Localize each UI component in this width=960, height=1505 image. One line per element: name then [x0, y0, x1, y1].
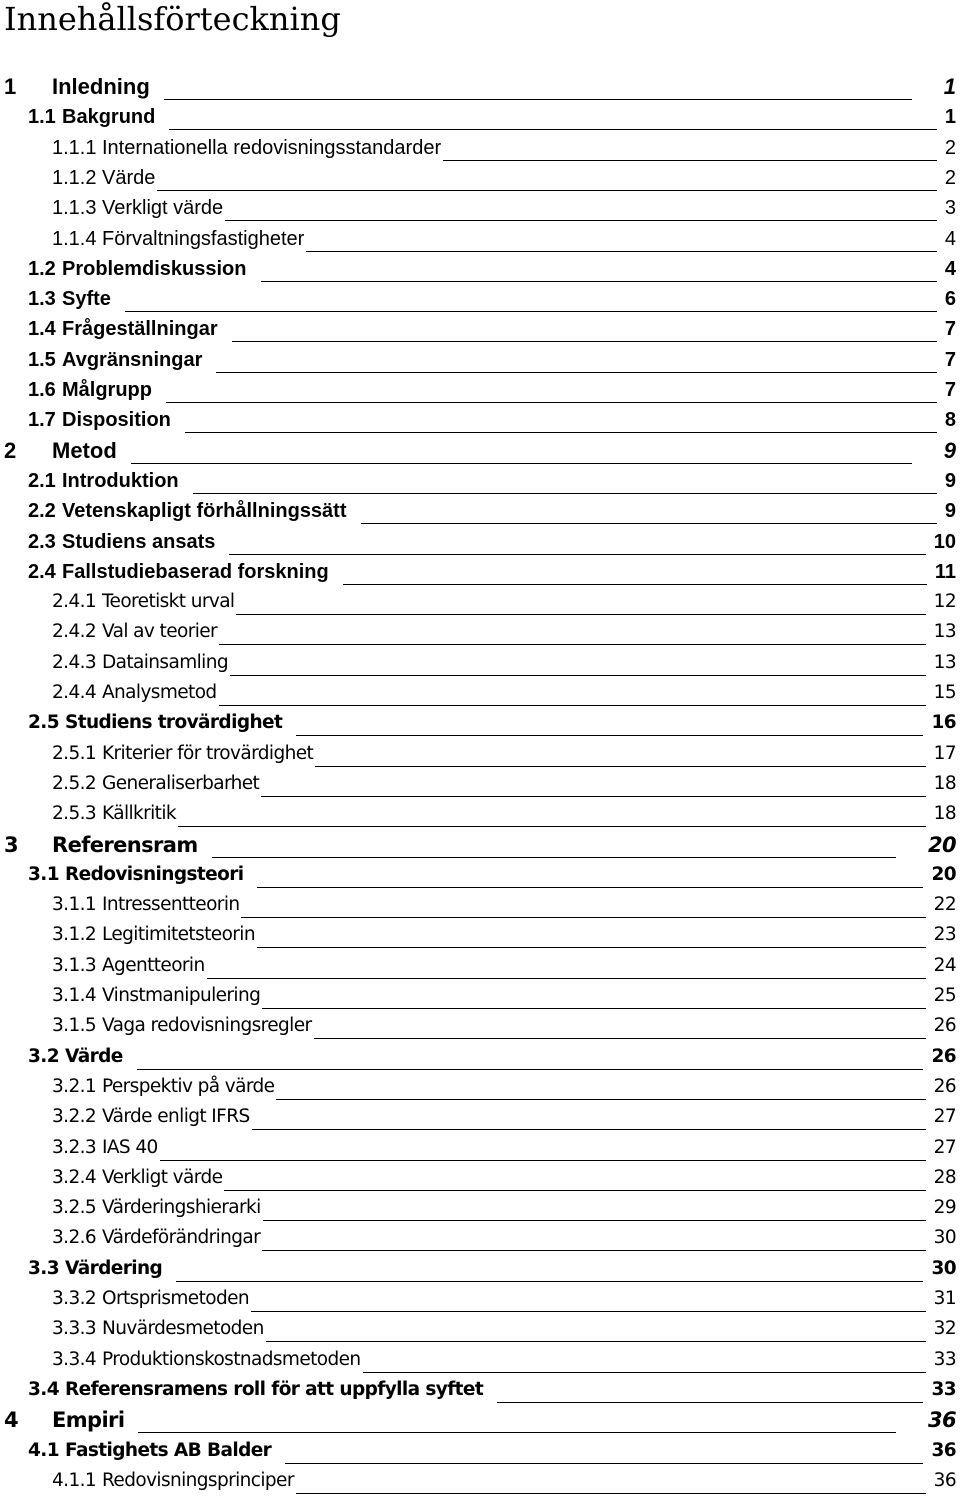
toc-leader-line: [252, 1129, 926, 1130]
toc-entry-number: 1.3: [28, 288, 56, 311]
toc-entry-label: Metod: [52, 437, 117, 463]
toc-entry[interactable]: [0, 982, 960, 1012]
toc-entry-label: Frågeställningar: [62, 318, 218, 341]
toc-entry-number: 2.5.3: [52, 803, 97, 825]
toc-entry-label: Agentteorin: [102, 954, 205, 976]
toc-leader-line: [230, 675, 926, 676]
toc-entry-number: 2.5.1: [52, 742, 97, 764]
toc-entry-number: 2.5.2: [52, 772, 97, 794]
toc-entry[interactable]: [0, 1073, 960, 1103]
toc-entry-label: IAS 40: [102, 1136, 158, 1158]
toc-entry-page: 4: [944, 227, 956, 250]
toc-leader-line: [296, 1493, 926, 1494]
toc-entry[interactable]: [0, 1103, 960, 1133]
toc-entry[interactable]: [0, 103, 960, 133]
toc-entry[interactable]: [0, 1376, 960, 1406]
toc-leader-line: [361, 523, 937, 524]
toc-entry-page: 6: [944, 288, 956, 311]
toc-entry-number: 2.4.3: [52, 651, 97, 673]
toc-entry-label: Perspektiv på värde: [102, 1075, 275, 1097]
toc-entry-page: 32: [933, 1318, 956, 1340]
toc-leader-line: [241, 917, 926, 918]
toc-entry[interactable]: [0, 770, 960, 800]
toc-entry[interactable]: [0, 1255, 960, 1285]
toc-leader-line: [164, 99, 912, 100]
toc-entry-number: 3.1.1: [52, 894, 97, 916]
toc-leader-line: [207, 978, 926, 979]
toc-entry-label: Verkligt värde: [102, 197, 224, 220]
toc-entry-number: 3.2: [28, 1045, 59, 1067]
toc-leader-line: [257, 887, 923, 888]
toc-leader-line: [262, 1008, 926, 1009]
toc-entry-label: Källkritik: [102, 803, 176, 825]
toc-entry[interactable]: [0, 891, 960, 921]
toc-entry-page: 7: [944, 348, 956, 371]
toc-leader-line: [169, 129, 937, 130]
toc-entry-label: Värdering: [65, 1257, 163, 1279]
toc-entry-page: 17: [933, 742, 956, 764]
toc-entry-page: 2: [944, 166, 956, 189]
toc-leader-line: [224, 1190, 926, 1191]
toc-entry-page: 36: [931, 1439, 956, 1461]
toc-entry-number: 3.3.3: [52, 1318, 97, 1340]
toc-entry-number: 1.1.4: [52, 227, 97, 250]
toc-entry-number: 3.1.5: [52, 1015, 97, 1037]
toc-leader-line: [219, 705, 926, 706]
toc-leader-line: [176, 1281, 923, 1282]
toc-entry-page: 18: [933, 803, 956, 825]
toc-entry[interactable]: [0, 1467, 960, 1497]
toc-leader-line: [497, 1402, 923, 1403]
toc-entry[interactable]: [0, 1224, 960, 1254]
toc-entry-page: 27: [933, 1136, 956, 1158]
toc-entry-label: Kriterier för trovärdighet: [102, 742, 314, 764]
toc-entry-label: Vinstmanipulering: [102, 985, 261, 1006]
toc-entry[interactable]: [0, 1437, 960, 1467]
toc-entry-label: Nuvärdesmetoden: [102, 1318, 264, 1340]
toc-entry-page: 8: [944, 409, 956, 432]
toc-entry-page: 18: [933, 772, 956, 794]
toc-entry-page: 20: [927, 832, 956, 857]
toc-entry[interactable]: [0, 618, 960, 648]
toc-entry-page: 15: [933, 682, 956, 703]
toc-entry[interactable]: [0, 1012, 960, 1042]
toc-entry-page: 3: [944, 197, 956, 220]
toc-entry-number: 1.7: [28, 409, 56, 432]
toc-entry-number: 2.4.2: [52, 621, 97, 643]
toc-entry-label: Produktionskostnadsmetoden: [102, 1348, 361, 1370]
toc-entry-label: Fallstudiebaserad forskning: [62, 560, 329, 583]
toc-entry-label: Referensramens roll för att uppfylla syftet: [65, 1378, 484, 1400]
toc-entry-number: 2.4: [28, 560, 56, 583]
toc-leader-line: [131, 463, 912, 464]
toc-leader-line: [212, 857, 896, 858]
toc-leader-line: [193, 493, 937, 494]
toc-entry-label: Disposition: [62, 409, 171, 432]
toc-entry-label: Fastighets AB Balder: [65, 1439, 272, 1461]
toc-entry-number: 1: [4, 74, 17, 99]
toc-entry-page: 13: [933, 621, 956, 643]
toc-entry-label: Värde: [102, 166, 156, 189]
toc-entry[interactable]: [0, 406, 960, 436]
toc-leader-line: [296, 735, 923, 736]
toc-entry[interactable]: [0, 1043, 960, 1073]
toc-leader-line: [306, 251, 937, 252]
toc-entry-page: 9: [944, 469, 956, 492]
toc-entry-page: 26: [933, 1015, 956, 1037]
toc-entry-number: 3.3.2: [52, 1288, 97, 1309]
toc-entry-page: 33: [933, 1348, 956, 1370]
toc-entry[interactable]: [0, 1164, 960, 1194]
toc-entry[interactable]: [0, 831, 960, 861]
toc-leader-line: [363, 1372, 926, 1373]
toc-entry-number: 3.1.4: [52, 985, 97, 1006]
toc-entry-label: Datainsamling: [102, 651, 228, 673]
toc-entry-label: Verkligt värde: [102, 1166, 223, 1188]
toc-entry-page: 11: [934, 560, 956, 583]
toc-leader-line: [261, 281, 937, 282]
toc-entry[interactable]: [0, 528, 960, 558]
toc-entry-label: Avgränsningar: [62, 348, 203, 371]
toc-leader-line: [157, 190, 937, 191]
toc-entry-number: 2.4.4: [52, 682, 97, 703]
toc-leader-line: [225, 220, 937, 221]
toc-entry-number: 1.1.3: [52, 197, 97, 220]
toc-entry-label: Generaliserbarhet: [102, 772, 260, 794]
toc-leader-line: [160, 1160, 926, 1161]
toc-entry-number: 3.2.3: [52, 1136, 97, 1158]
toc-entry-page: 10: [933, 530, 956, 553]
toc-entry-number: 2: [4, 437, 17, 463]
toc-leader-line: [166, 402, 937, 403]
toc-entry-number: 4: [4, 1408, 19, 1433]
toc-entry-label: Studiens trovärdighet: [65, 712, 283, 734]
toc-entry[interactable]: [0, 1315, 960, 1345]
toc-entry-page: 24: [933, 954, 956, 976]
toc-entry[interactable]: [0, 437, 960, 467]
toc-entry[interactable]: [0, 740, 960, 770]
toc-entry-label: Redovisningsprinciper: [102, 1469, 294, 1491]
toc-entry-label: Intressentteorin: [102, 894, 240, 916]
toc-entry-label: Ortsprismetoden: [102, 1288, 250, 1309]
toc-entry[interactable]: [0, 255, 960, 285]
toc-entry-page: 7: [944, 379, 956, 401]
toc-entry-page: 4: [944, 257, 956, 280]
toc-leader-line: [125, 311, 937, 312]
toc-entry-page: 13: [933, 651, 956, 673]
toc-leader-line: [236, 614, 926, 615]
toc-leader-line: [276, 1099, 926, 1100]
page-title: Innehållsförteckning: [4, 0, 341, 38]
toc-entry-label: Val av teorier: [102, 621, 218, 643]
toc-entry[interactable]: [0, 194, 960, 224]
toc-entry-page: 7: [944, 318, 956, 341]
toc-entry-number: 2.3: [28, 530, 56, 553]
toc-entry-number: 3.1.2: [52, 924, 97, 946]
toc-entry-page: 16: [931, 712, 956, 734]
toc-entry[interactable]: [0, 346, 960, 376]
toc-entry-label: Förvaltningsfastigheter: [102, 227, 305, 250]
toc-entry-number: 1.6: [28, 379, 56, 401]
toc-leader-line: [262, 1250, 926, 1251]
toc-entry-label: Empiri: [52, 1408, 125, 1433]
toc-entry-label: Referensram: [52, 832, 198, 857]
toc-leader-line: [315, 766, 926, 767]
toc-entry-number: 3: [4, 832, 19, 857]
toc-entry[interactable]: [0, 164, 960, 194]
toc-entry-label: Värde: [65, 1045, 123, 1067]
toc-entry-label: Syfte: [62, 288, 111, 311]
toc-entry-page: 26: [931, 1045, 956, 1067]
toc-entry-label: Vaga redovisningsregler: [102, 1015, 312, 1037]
toc-entry-page: 26: [933, 1075, 956, 1097]
toc-entry-number: 2.4.1: [52, 591, 97, 613]
toc-entry-number: 3.3.4: [52, 1348, 97, 1370]
toc-entry-number: 1.1.1: [52, 136, 97, 159]
toc-leader-line: [343, 584, 927, 585]
toc-leader-line: [137, 1069, 923, 1070]
toc-entry-number: 3.2.6: [52, 1227, 97, 1249]
toc-entry[interactable]: [0, 800, 960, 830]
toc-entry-label: Teoretiskt urval: [102, 591, 235, 613]
toc-leader-line: [216, 372, 937, 373]
toc-entry-number: 1.4: [28, 318, 56, 341]
toc-entry-page: 20: [931, 863, 956, 885]
toc-entry-number: 1.5: [28, 348, 56, 371]
toc-entry[interactable]: [0, 73, 960, 103]
toc-leader-line: [185, 432, 937, 433]
toc-entry[interactable]: [0, 467, 960, 497]
toc-entry-number: 1.1: [28, 106, 56, 129]
toc-entry-label: Analysmetod: [102, 682, 217, 703]
toc-entry[interactable]: [0, 376, 960, 406]
toc-leader-line: [314, 1038, 926, 1039]
toc-entry[interactable]: [0, 588, 960, 618]
toc-leader-line: [232, 341, 937, 342]
toc-entry-number: 2.2: [28, 500, 56, 523]
toc-entry[interactable]: [0, 1285, 960, 1315]
toc-entry-page: 30: [931, 1257, 956, 1279]
toc-leader-line: [138, 1432, 896, 1433]
toc-entry-page: 25: [933, 985, 956, 1006]
toc-entry[interactable]: [0, 134, 960, 164]
toc-leader-line: [251, 1311, 926, 1312]
toc-entry-number: 2.5: [28, 712, 59, 734]
toc-entry[interactable]: [0, 861, 960, 891]
toc-entry[interactable]: [0, 921, 960, 951]
toc-leader-line: [263, 1220, 926, 1221]
toc-entry-number: 3.4: [28, 1378, 59, 1400]
toc-entry-label: Inledning: [52, 74, 150, 99]
toc-leader-line: [257, 947, 926, 948]
toc-entry[interactable]: [0, 952, 960, 982]
toc-entry-page: 9: [944, 500, 956, 523]
toc-entry[interactable]: [0, 1406, 960, 1436]
toc-entry-page: 30: [933, 1227, 956, 1249]
toc-leader-line: [229, 554, 926, 555]
toc-entry-number: 2.1: [28, 469, 56, 492]
toc-entry[interactable]: [0, 497, 960, 527]
toc-entry[interactable]: [0, 679, 960, 709]
toc-entry-page: 22: [933, 894, 956, 916]
toc-entry-label: Bakgrund: [62, 106, 156, 129]
toc-entry-page: 31: [933, 1288, 956, 1309]
toc-entry[interactable]: [0, 709, 960, 739]
toc-entry-page: 36: [933, 1469, 956, 1491]
toc-entry-page: 33: [931, 1378, 956, 1400]
toc-entry-number: 3.3: [28, 1257, 59, 1279]
toc-entry[interactable]: [0, 315, 960, 345]
toc-entry-label: Värdeförändringar: [102, 1227, 261, 1249]
toc-entry-page: 9: [943, 437, 956, 463]
toc-entry-page: 29: [933, 1197, 956, 1219]
toc-entry-label: Värderingshierarki: [102, 1197, 261, 1219]
toc-entry-number: 1.2: [28, 257, 56, 280]
toc-entry-page: 28: [933, 1166, 956, 1188]
toc-entry[interactable]: [0, 1346, 960, 1376]
toc-entry-number: 3.2.4: [52, 1166, 97, 1188]
toc-entry-page: 36: [927, 1408, 956, 1433]
toc-entry[interactable]: [0, 225, 960, 255]
toc-entry-label: Studiens ansats: [62, 530, 216, 553]
toc-entry-label: Legitimitetsteorin: [102, 924, 255, 946]
toc-entry-number: 3.2.1: [52, 1075, 97, 1097]
toc-entry-number: 3.1.3: [52, 954, 97, 976]
toc-entry-label: Värde enligt IFRS: [102, 1106, 250, 1128]
toc-leader-line: [285, 1463, 923, 1464]
toc-entry[interactable]: [0, 558, 960, 588]
toc-leader-line: [178, 826, 926, 827]
toc-entry-number: 4.1.1: [52, 1469, 97, 1491]
toc-entry-number: 4.1: [28, 1439, 59, 1461]
toc-entry-page: 12: [933, 591, 956, 613]
toc-entry-number: 3.2.5: [52, 1197, 97, 1219]
toc-entry-label: Redovisningsteori: [65, 863, 244, 885]
toc-entry[interactable]: [0, 649, 960, 679]
toc-entry-label: Problemdiskussion: [62, 257, 247, 280]
toc-entry-page: 23: [933, 924, 956, 946]
toc-entry-label: Vetenskapligt förhållningssätt: [62, 500, 347, 523]
toc-leader-line: [261, 796, 926, 797]
toc-leader-line: [443, 160, 937, 161]
toc-entry[interactable]: [0, 1194, 960, 1224]
toc-leader-line: [219, 644, 926, 645]
toc-entry-label: Målgrupp: [62, 379, 152, 401]
toc-entry-label: Introduktion: [62, 469, 179, 492]
toc-entry-number: 3.2.2: [52, 1106, 97, 1128]
toc-entry[interactable]: [0, 285, 960, 315]
toc-entry-number: 3.1: [28, 863, 59, 885]
toc-entry-page: 27: [933, 1106, 956, 1128]
toc-leader-line: [266, 1341, 926, 1342]
toc-entry[interactable]: [0, 1134, 960, 1164]
toc-entry-number: 1.1.2: [52, 166, 97, 189]
toc-entry-page: 1: [944, 106, 956, 129]
toc-entry-label: Internationella redovisningsstandarder: [102, 136, 442, 159]
toc-entry-page: 2: [944, 136, 956, 159]
toc-entry-page: 1: [943, 74, 956, 99]
